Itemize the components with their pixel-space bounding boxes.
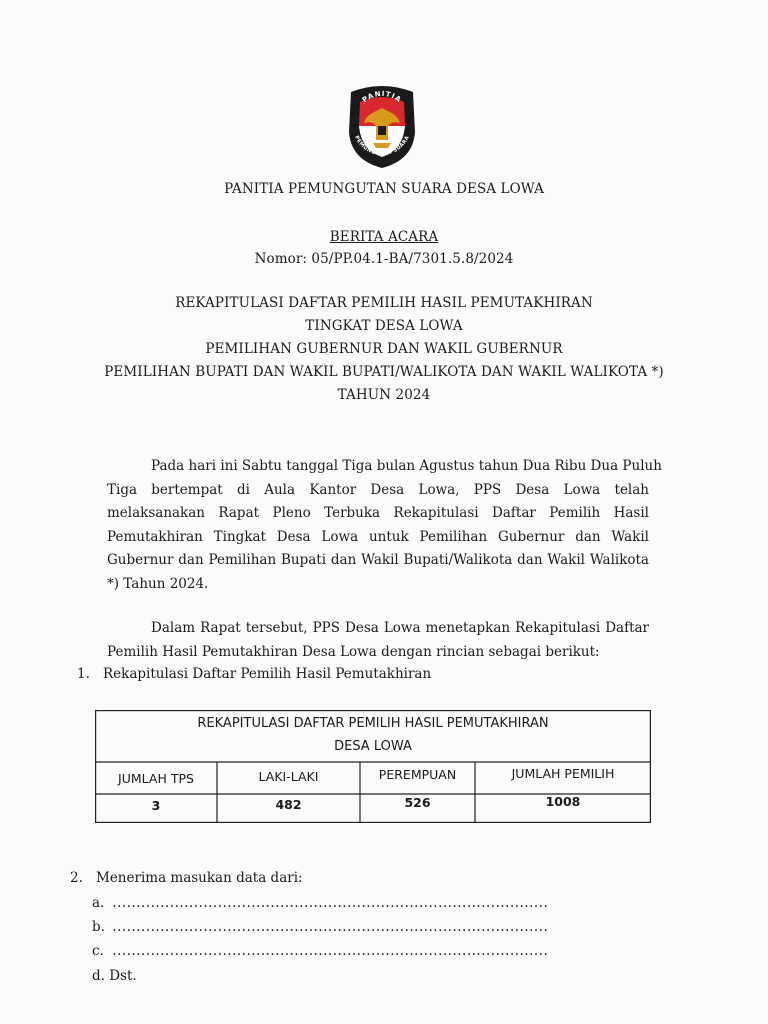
item-1: [77, 666, 431, 682]
item-text: Rekapitulasi Daftar Pemilih Hasil Pemutakhiran: [103, 666, 432, 682]
paragraph-line: Dalam Rapat tersebut, PPS Desa Lowa menetapkan Rekapitulasi Daftar: [151, 620, 649, 636]
organization-name: PANITIA PEMUNGUTAN SUARA DESA LOWA: [224, 181, 544, 197]
title-line: PEMILIHAN GUBERNUR DAN WAKIL GUBERNUR: [205, 341, 563, 357]
value-jumlah-pemilih: 1008: [545, 794, 581, 809]
subitem-d: d. Dst.: [92, 968, 137, 984]
recap-table: [95, 710, 651, 823]
paragraph-line: Gubernur dan Pemilihan Bupati dan Wakil Bupati/Walikota dan Wakil Walikota: [107, 552, 649, 568]
table-title-line2: DESA LOWA: [334, 739, 412, 754]
title-line: PEMILIHAN BUPATI DAN WAKIL BUPATI/WALIKOTA DAN WAKIL WALIKOTA *): [104, 364, 664, 380]
value-jumlah-tps: 3: [151, 798, 161, 813]
subitem-label: a.: [92, 895, 105, 911]
subitem-c: [92, 943, 562, 959]
header-laki-laki: LAKI-LAKI: [258, 769, 319, 784]
fill-in-dots: ...........................................................................................: [112, 943, 549, 959]
document-number: Nomor: 05/PP.04.1-BA/7301.5.8/2024: [254, 251, 514, 267]
kpu-logo-icon: [343, 82, 421, 168]
subitem-label: c.: [92, 943, 104, 959]
title-line: TAHUN 2024: [337, 387, 431, 403]
item-2: [70, 870, 303, 886]
fill-in-dots: ...........................................................................................: [112, 919, 549, 935]
paragraph-line: Pemilih Hasil Pemutakhiran Desa Lowa dengan rincian sebagai berikut:: [107, 643, 600, 660]
table-title-line1: REKAPITULASI DAFTAR PEMILIH HASIL PEMUTAKHIRAN: [197, 716, 549, 731]
title-line: REKAPITULASI DAFTAR PEMILIH HASIL PEMUTAKHIRAN: [175, 295, 593, 311]
subitem-b: [92, 919, 562, 935]
paragraph-line: melaksanakan Rapat Pleno Terbuka Rekapitulasi Daftar Pemilih Hasil: [107, 505, 649, 521]
item-number: 2.: [70, 870, 83, 886]
paragraph-line: Pada hari ini Sabtu tanggal Tiga bulan Agustus tahun Dua Ribu Dua Puluh: [151, 458, 662, 474]
value-perempuan: 526: [404, 795, 431, 810]
item-number: 1.: [77, 666, 90, 682]
paragraph-line: *) Tahun 2024.: [107, 575, 209, 592]
decision-paragraph: [107, 617, 649, 664]
header-jumlah-tps: JUMLAH TPS: [118, 771, 194, 786]
opening-paragraph: [107, 455, 662, 596]
document-type: BERITA ACARA: [329, 229, 439, 245]
logo-text-top: PANITIA: [360, 89, 404, 105]
header-jumlah-pemilih: JUMLAH PEMILIH: [511, 766, 615, 781]
paragraph-line: Tiga bertempat di Aula Kantor Desa Lowa, PPS Desa Lowa telah: [107, 481, 649, 498]
subitem-a: [92, 895, 562, 911]
header-perempuan: PEREMPUAN: [378, 767, 457, 782]
paragraph-line: Pemutakhiran Tingkat Desa Lowa untuk Pemilihan Gubernur dan Wakil: [107, 528, 649, 545]
value-laki-laki: 482: [275, 797, 302, 812]
subitem-label: b.: [92, 919, 105, 935]
title-line: TINGKAT DESA LOWA: [305, 318, 463, 334]
item-text: Menerima masukan data dari:: [96, 870, 303, 886]
fill-in-dots: ...........................................................................................: [112, 895, 549, 911]
logo-text-bottom: PEMUNGUTAN SUARA: [353, 134, 411, 158]
